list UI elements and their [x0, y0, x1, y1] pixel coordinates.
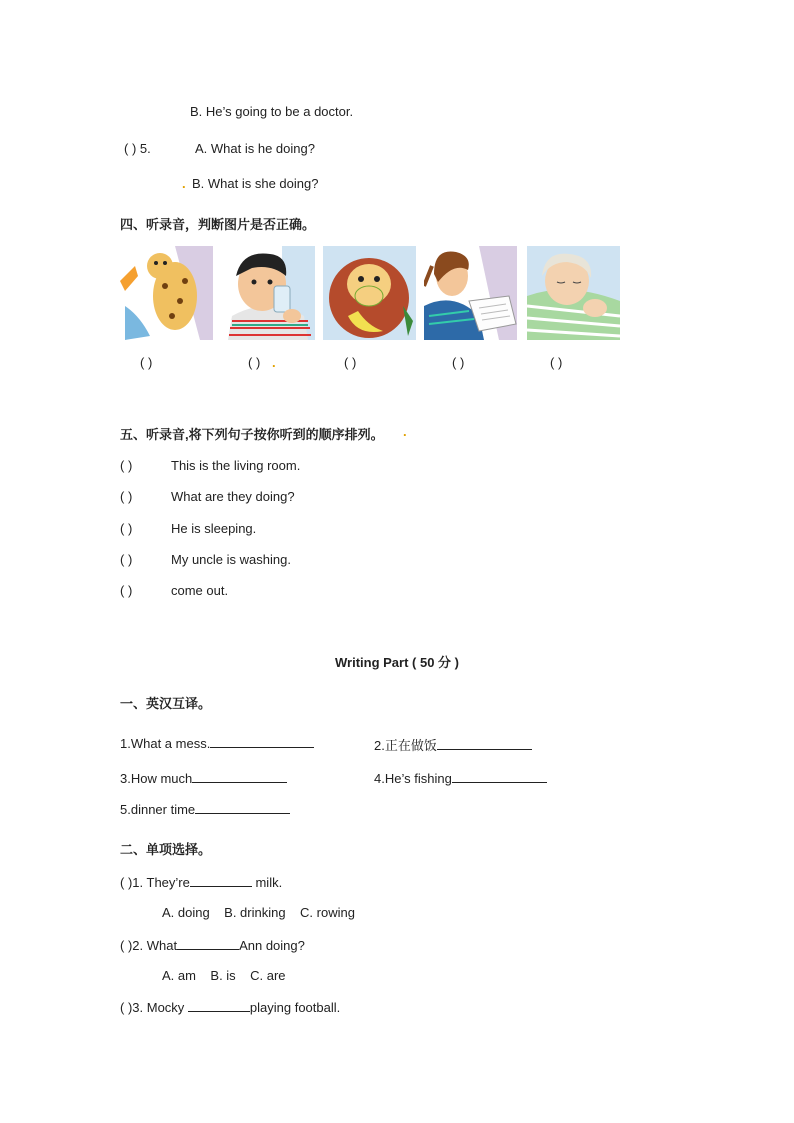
- order-paren-3: ( ): [120, 521, 133, 536]
- choice-1-paren: ( ): [120, 875, 133, 890]
- translate-4-blank[interactable]: [452, 770, 547, 783]
- translate-5-text: 5.dinner time: [120, 802, 196, 817]
- translate-1-text: 1.What a mess.: [120, 736, 211, 751]
- order-text-5: come out.: [171, 583, 229, 598]
- choice-1-suffix: milk.: [251, 875, 283, 890]
- choice-2-suffix: Ann doing?: [239, 938, 305, 953]
- choice-3: [120, 999, 340, 1015]
- translate-5: [120, 801, 290, 817]
- translate-2: [374, 735, 532, 754]
- choice-3-prefix: 3. Mocky: [132, 1000, 188, 1015]
- boy-drinking-icon: [222, 246, 315, 340]
- picture-5-paren: ( ): [550, 355, 563, 370]
- translate-2-blank[interactable]: [437, 737, 532, 750]
- translate-1-blank[interactable]: [210, 735, 314, 748]
- order-paren-4: ( ): [120, 552, 133, 567]
- section5-title: 五、听录音,将下列句子按你听到的顺序排列。: [120, 427, 384, 442]
- girl-writing-icon: [424, 246, 517, 340]
- picture-1-paren: ( ): [140, 355, 153, 370]
- picture-2-dot: .: [272, 355, 276, 370]
- choice-1-blank[interactable]: [190, 874, 252, 887]
- picture-2-paren: ( ): [248, 355, 261, 370]
- choice-3-suffix: playing football.: [249, 1000, 341, 1015]
- order-text-4: My uncle is washing.: [171, 552, 291, 567]
- choice-1-options: A. doing B. drinking C. rowing: [162, 905, 355, 920]
- translate-3: [120, 770, 287, 786]
- translate-2-text: 2.正在做饭: [374, 738, 437, 753]
- q5-paren: ( ) 5.: [124, 141, 151, 156]
- order-paren-1: ( ): [120, 458, 133, 473]
- monkey-eating-banana-icon: [323, 246, 416, 340]
- choice-3-blank[interactable]: [188, 999, 250, 1012]
- choice-1-prefix: 1. They’re: [132, 875, 190, 890]
- choice-2: [120, 937, 305, 953]
- picture-3-paren: ( ): [344, 355, 357, 370]
- section1-title: 一、英汉互译。: [120, 696, 212, 711]
- leopard-washing-icon: [120, 246, 213, 340]
- choice-2-blank[interactable]: [177, 937, 239, 950]
- translate-3-text: 3.How much: [120, 771, 193, 786]
- translate-4-text: 4.He’s fishing: [374, 771, 452, 786]
- grandma-sleeping-icon: [527, 246, 620, 340]
- order-paren-2: ( ): [120, 489, 133, 504]
- translate-3-blank[interactable]: [192, 770, 287, 783]
- section5-dot: .: [403, 424, 407, 439]
- translate-1: [120, 735, 314, 751]
- choice-1: [120, 874, 282, 890]
- writing-part-title: Writing Part ( 50 分 ): [335, 655, 459, 670]
- choice-3-paren: ( ): [120, 1000, 133, 1015]
- choice-2-options: A. am B. is C. are: [162, 968, 286, 983]
- q4-option-b: B. He’s going to be a doctor.: [190, 104, 354, 119]
- section4-title: 四、听录音，判断图片是否正确。: [120, 217, 316, 232]
- section2-title: 二、单项选择。: [120, 842, 212, 857]
- translate-4: [374, 770, 547, 786]
- order-text-2: What are they doing?: [171, 489, 295, 504]
- order-text-3: He is sleeping.: [171, 521, 257, 536]
- order-text-1: This is the living room.: [171, 458, 301, 473]
- q5-option-a: A. What is he doing?: [195, 141, 315, 156]
- q5-dot: .: [182, 176, 186, 191]
- translate-5-blank[interactable]: [195, 801, 290, 814]
- order-paren-5: ( ): [120, 583, 133, 598]
- picture-4-paren: ( ): [452, 355, 465, 370]
- q5-option-b: B. What is she doing?: [192, 176, 319, 191]
- choice-2-paren: ( ): [120, 938, 133, 953]
- choice-2-prefix: 2. What: [132, 938, 178, 953]
